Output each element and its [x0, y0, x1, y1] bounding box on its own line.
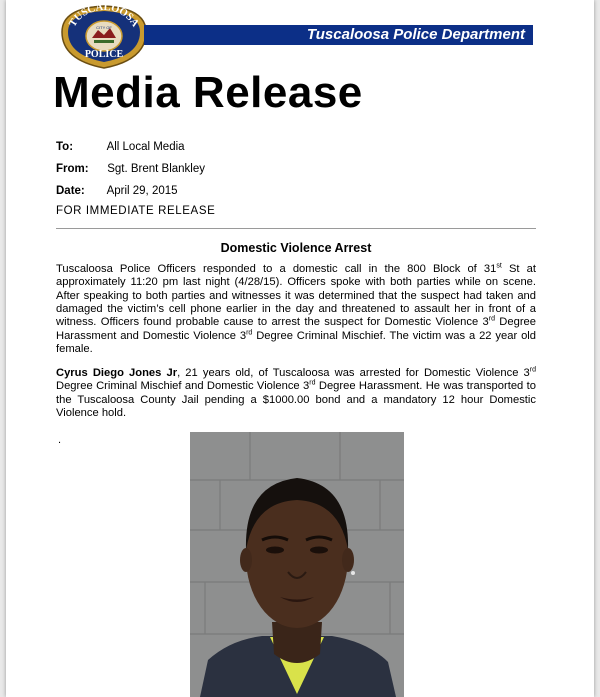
badge-bottom-text: POLICE: [84, 49, 124, 60]
badge-inner-text: CITY OF: [96, 25, 112, 30]
page-title: Media Release: [53, 68, 363, 117]
document-page: [6, 0, 594, 697]
meta-to: [56, 141, 185, 153]
police-badge-icon: [58, 2, 150, 70]
to-label: To:: [56, 141, 74, 153]
meta-date: [56, 185, 178, 197]
release-headline: Domestic Violence Arrest: [220, 241, 372, 255]
mugshot-photo: [190, 432, 404, 697]
department-banner: Tuscaloosa Police Department: [144, 25, 533, 45]
to-value: All Local Media: [106, 141, 185, 153]
immediate-release: FOR IMMEDIATE RELEASE: [56, 205, 216, 217]
date-label: Date:: [56, 185, 85, 197]
from-label: From:: [56, 163, 89, 175]
suspect-name: Cyrus Diego Jones Jr: [56, 367, 178, 380]
paragraph-incident: Tuscaloosa Police Officers responded to a domestic call in the 800 Block of 31st St at approximately 11:20 pm last night (4/28/15). Officers spoke with both parties while on scene. After speaking to both parties and witnesses it was determined that the suspect had taken and damaged the victim’s cell phone earlier in the day and threatened to assault her in front of a witness. Officers found probable cause to arrest the suspect for Domestic Violence 3rd Degree Harassment and Domestic Violence 3rd Degree Criminal Mischief. The victim was a 22 year old female.: [56, 262, 536, 355]
meta-from: [56, 163, 205, 175]
paragraph-arrest: Cyrus Diego Jones Jr, 21 years old, of Tuscaloosa was arrested for Domestic Violence 3rd Degree Criminal Mischief and Domestic Violence 3rd Degree Harassment. He was transported to the Tuscaloosa County Jail pending a $1000.00 bond and a mandatory 12 hour Domestic Violence hold.: [56, 366, 537, 420]
divider: [56, 228, 536, 229]
from-value: Sgt. Brent Blankley: [107, 163, 206, 175]
stray-dot: .: [58, 434, 62, 446]
date-value: April 29, 2015: [106, 185, 178, 197]
badge-top-text: TUSCALOOSA: [67, 2, 141, 29]
